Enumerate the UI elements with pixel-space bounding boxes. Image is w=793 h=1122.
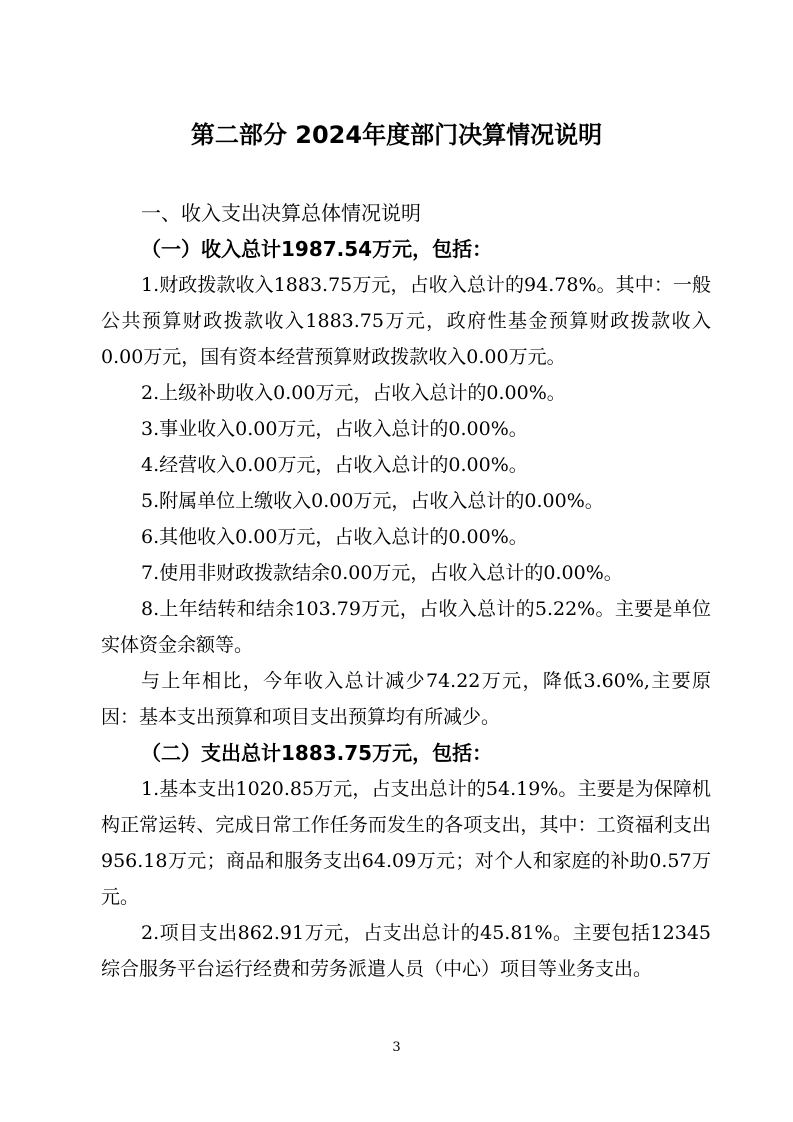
income-heading: （一）收入总计1987.54万元，包括：: [141, 237, 493, 261]
page-title: 第二部分 2024年度部门决算情况说明: [190, 121, 603, 149]
income-item-7: 7.使用非财政拨款结余0.00万元，占收入总计的0.00%。: [141, 562, 623, 584]
expense-heading: （二）支出总计1883.75万元，包括：: [141, 741, 493, 765]
section-heading: 一、收入支出决算总体情况说明: [141, 201, 421, 225]
expense-item-1: 1.基本支出1020.85万元，占支出总计的54.19%。主要是为保障机构正常运转、完成日常工作任务而发生的各项支出，其中：工资福利支出956.18万元；商品和服务支出64.09万元；对个人和家庭的补助0.57万元。: [101, 778, 711, 908]
income-item-3: 3.事业收入0.00万元，占收入总计的0.00%。: [141, 418, 528, 440]
income-item-2: 2.上级补助收入0.00万元，占收入总计的0.00%。: [141, 382, 566, 404]
income-item-5: 5.附属单位上缴收入0.00万元，占收入总计的0.00%。: [141, 490, 604, 512]
income-item-1: 1.财政拨款收入1883.75万元，占收入总计的94.78%。其中：一般公共预算财政拨款收入1883.75万元，政府性基金预算财政拨款收入0.00万元，国有资本经营预算财政拨款收入0.00万元。: [101, 274, 711, 368]
expense-item-2: 2.项目支出862.91万元，占支出总计的45.81%。主要包括12345综合服务平台运行经费和劳务派遣人员（中心）项目等业务支出。: [101, 922, 711, 980]
income-item-4: 4.经营收入0.00万元，占收入总计的0.00%。: [141, 454, 528, 476]
income-item-6: 6.其他收入0.00万元，占收入总计的0.00%。: [141, 526, 528, 548]
income-item-8: 8.上年结转和结余103.79万元，占收入总计的5.22%。主要是单位实体资金余额等。: [101, 598, 711, 656]
document-body: [101, 195, 711, 987]
page-number: 3: [392, 1040, 401, 1055]
income-comparison: 与上年相比，今年收入总计减少74.22万元，降低3.60%,主要原因：基本支出预算和项目支出预算均有所减少。: [101, 670, 711, 728]
